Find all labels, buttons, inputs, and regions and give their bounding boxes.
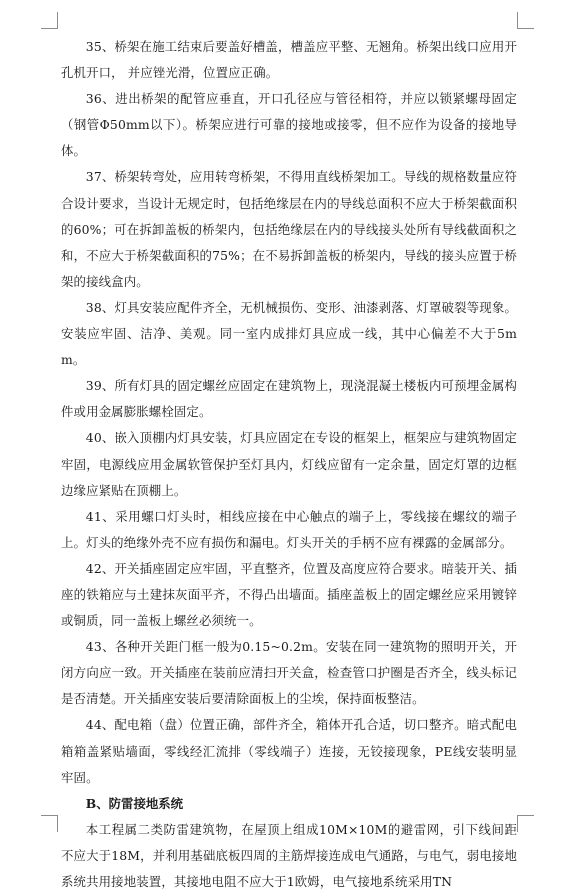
paragraph-37: 37、桥架转弯处，应用转弯桥架，不得用直线桥架加工。导线的规格数量应符合设计要求，当设计无规定时，包括绝缘层在内的导线总面积不应大于桥架截面积的60%；可在拆卸盖板的桥架内，包括绝缘层在内的导线接头处所有导线截面积之和，不应大于桥架截面积的75%；在不易拆卸盖板的桥架内，导线的接头应置于桥架的接线盒内。 — [61, 169, 517, 289]
crop-mark-bottom-left — [41, 815, 58, 832]
paragraph-36: 36、进出桥架的配管应垂直，开口孔径应与管径相符，并应以锁紧螺母固定（钢管Φ50mm以下）。桥架应进行可靠的接地或接零，但不应作为设备的接地导体。 — [61, 91, 517, 159]
crop-mark-bottom-right — [517, 815, 534, 832]
paragraph-43: 43、各种开关距门框一般为0.15~0.2m。安装在同一建筑物的照明开关，开闭方向应一致。开关插座在装前应清扫开关盒，检查管口护圈是否齐全，线头标记是否清楚。开关插座安装后要清除面板上的尘埃，保持面板整洁。 — [61, 639, 517, 707]
paragraph-42: 42、开关插座固定应牢固，平直整齐，位置及高度应符合要求。暗装开关、插座的铁箱应与土建抹灰面平齐，不得凸出墙面。插座盖板上的固定螺丝应采用镀锌或铜质，同一盖板上螺丝必须统一。 — [61, 560, 517, 629]
paragraph-41: 41、采用螺口灯头时，相线应接在中心触点的端子上，零线接在螺纹的端子上。灯头的绝缘外壳不应有损伤和漏电。灯头开关的手柄不应有裸露的金属部分。 — [61, 508, 517, 550]
paragraph-lightning-protection: 本工程属二类防雷建筑物，在屋顶上组成10M×10M的避雷网，引下线间距不应大于18M，并利用基础底板四周的主筋焊接连成电气通路，与电气，弱电接地系统共用接地装置，其接地电阻不应大于1欧姆，电气接地系统采用TN — [61, 821, 517, 889]
paragraph-39: 39、所有灯具的固定螺丝应固定在建筑物上，现浇混凝土楼板内可预埋金属构件或用金属膨胀螺栓固定。 — [61, 378, 517, 420]
crop-mark-top-left — [41, 12, 58, 29]
crop-mark-top-right — [517, 12, 534, 29]
paragraph-40: 40、嵌入顶棚内灯具安装，灯具应固定在专设的框架上，框架应与建筑物固定牢固，电源线应用金属软管保护至灯具内，灯线应留有一定余量，固定灯罩的边框边缘应紧贴在顶棚上。 — [61, 430, 517, 498]
paragraph-38: 38、灯具安装应配件齐全，无机械损伤、变形、油漆剥落、灯罩破裂等现象。安装应牢固、洁净、美观。同一室内成排灯具应成一线，其中心偏差不大于5mm。 — [61, 299, 517, 368]
paragraph-35: 35、桥架在施工结束后要盖好槽盖，槽盖应平整、无翘角。桥架出线口应用开孔机开口， 并应锉光滑，位置应正确。 — [61, 39, 517, 81]
section-heading-lightning-protection: B、防雷接地系统 — [85, 795, 184, 811]
document-body — [61, 34, 517, 895]
paragraph-44: 44、配电箱（盘）位置正确，部件齐全，箱体开孔合适，切口整齐。暗式配电箱箱盖紧贴墙面，零线经汇流排（零线端子）连接，无铰接现象，PE线安装明显牢固。 — [61, 717, 517, 785]
